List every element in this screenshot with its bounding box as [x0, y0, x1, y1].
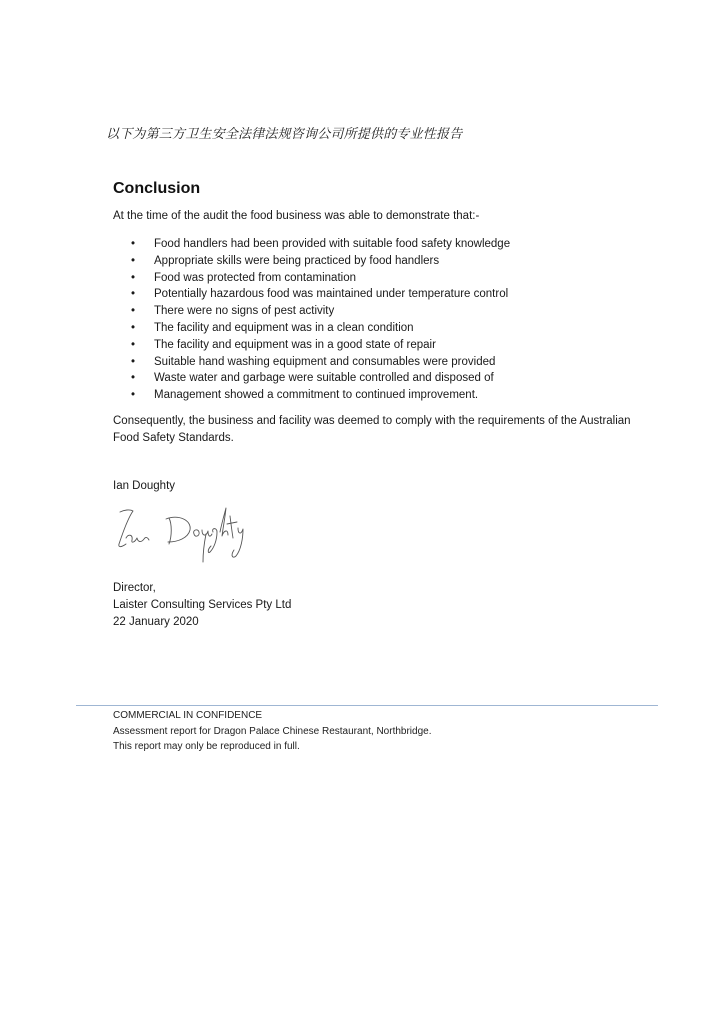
footer-divider	[76, 705, 658, 706]
bullet-icon: •	[131, 254, 136, 267]
list-item-text: Suitable hand washing equipment and consumables were provided	[154, 355, 496, 368]
list-item	[113, 270, 510, 287]
bullet-icon: •	[131, 338, 136, 351]
list-item	[113, 286, 510, 303]
signer-company: Laister Consulting Services Pty Ltd	[113, 598, 292, 611]
list-item-text: Appropriate skills were being practiced by food handlers	[154, 254, 440, 267]
list-item-text: Potentially hazardous food was maintained under temperature control	[154, 288, 509, 301]
list-item	[113, 387, 510, 404]
conclusion-intro: At the time of the audit the food business was able to demonstrate that:-	[113, 210, 480, 222]
list-item-text: The facility and equipment was in a clean condition	[154, 321, 414, 334]
list-item-text: There were no signs of pest activity	[154, 305, 335, 318]
bullet-icon: •	[131, 355, 136, 368]
report-description: Assessment report for Dragon Palace Chinese Restaurant, Northbridge.	[113, 725, 432, 737]
bullet-icon: •	[131, 321, 136, 334]
signer-details	[113, 580, 291, 630]
list-item-text: The facility and equipment was in a good state of repair	[154, 338, 436, 351]
signer-title: Director,	[113, 582, 156, 594]
bullet-icon: •	[131, 389, 136, 402]
list-item	[113, 303, 510, 320]
list-item-text: Waste water and garbage were suitable controlled and disposed of	[154, 372, 494, 385]
reproduction-note: This report may only be reproduced in full.	[113, 741, 300, 752]
closing-paragraph: Consequently, the business and facility was deemed to comply with the requirements of the Australian Food Safety Standards.	[113, 415, 631, 444]
list-item	[113, 253, 510, 270]
list-item-text: Food was protected from contamination	[154, 271, 356, 284]
bullet-icon: •	[131, 238, 136, 250]
bullet-icon: •	[131, 372, 136, 385]
signature-icon	[106, 498, 256, 568]
list-item	[113, 370, 510, 387]
list-item	[113, 337, 510, 354]
bullet-icon: •	[131, 288, 136, 301]
list-item-text: Food handlers had been provided with suitable food safety knowledge	[154, 238, 511, 250]
list-item-text: Management showed a commitment to continued improvement.	[154, 389, 479, 402]
chinese-header-note: 以下为第三方卫生安全法律法规咨询公司所提供的专业性报告	[106, 127, 463, 142]
list-item	[113, 236, 510, 253]
list-item	[113, 354, 510, 371]
signer-name: Ian Doughty	[113, 480, 176, 492]
page-footer	[113, 708, 432, 755]
bullet-icon: •	[131, 305, 136, 318]
signature-date: 22 January 2020	[113, 615, 199, 628]
list-item	[113, 320, 510, 337]
findings-list	[113, 236, 510, 404]
confidentiality-label: COMMERCIAL IN CONFIDENCE	[113, 710, 263, 721]
conclusion-heading: Conclusion	[113, 180, 201, 197]
bullet-icon: •	[131, 271, 136, 284]
